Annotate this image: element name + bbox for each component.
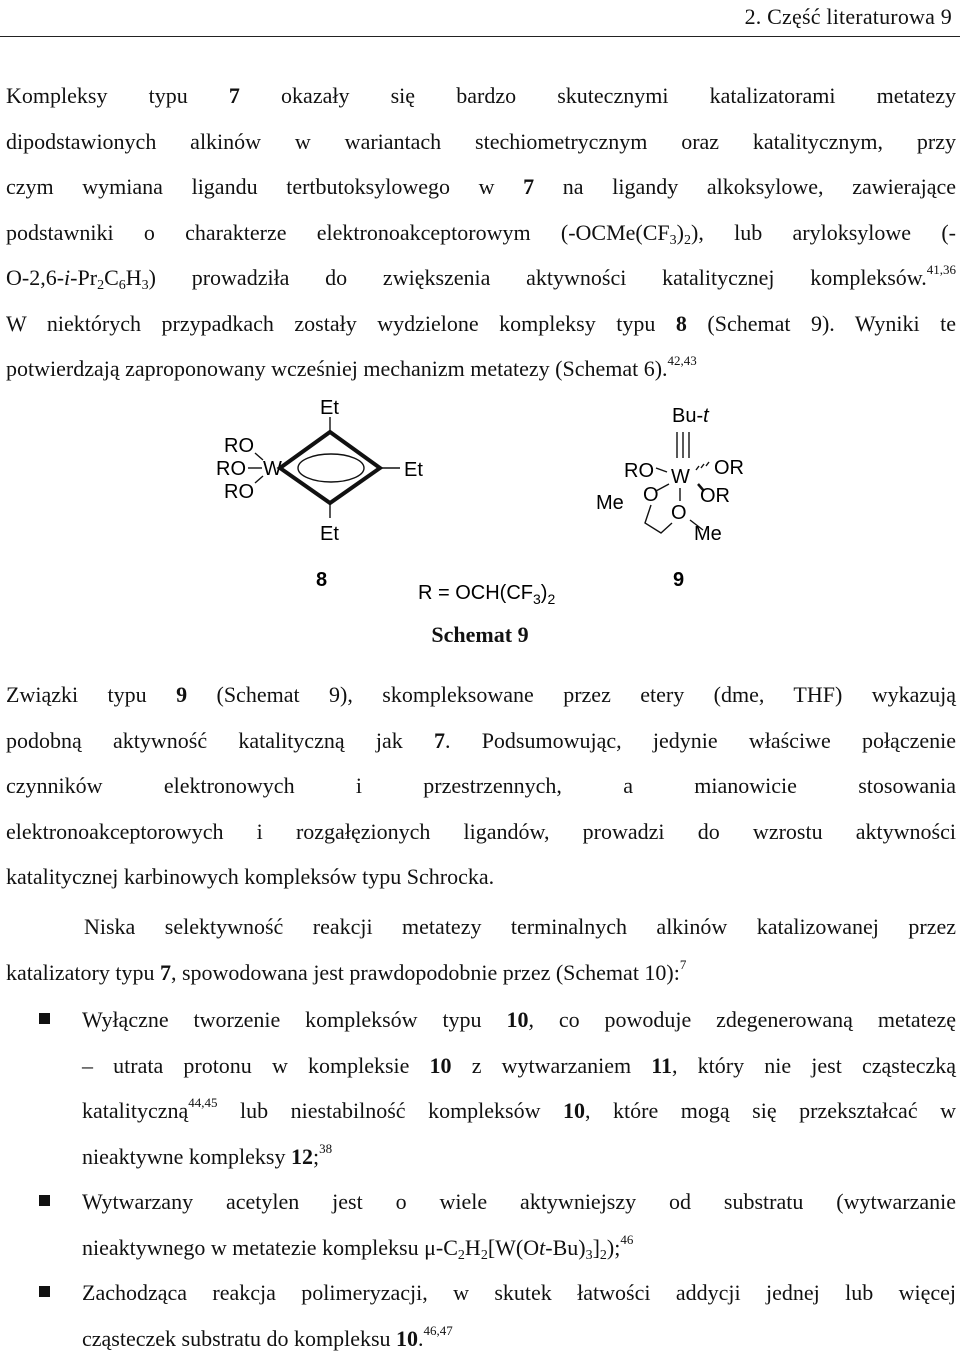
text-line: cząsteczek substratu do kompleksu 10.$^{46,47}$ <box>82 1322 453 1351</box>
bullet-item <box>6 1179 956 1270</box>
tungsten-label: W <box>263 458 282 480</box>
methyl-label: Me <box>694 523 722 545</box>
bullet-list <box>6 997 956 1361</box>
text-line: czynników elektronowych i przestrzennych, a mianowicie stosowania <box>6 773 956 798</box>
or-label: OR <box>714 457 744 479</box>
scheme-caption: Schemat 9 <box>431 622 529 647</box>
page-header <box>0 0 960 37</box>
text-line: dipodstawionych alkinów w wariantach stechiometrycznym oraz katalitycznym, przy <box>6 128 956 154</box>
bullet-square-icon <box>39 1013 50 1024</box>
text-line: katalitycznej karbinowych kompleksów typu Schrocka. <box>6 864 495 889</box>
oxygen-label: O <box>671 502 687 524</box>
text-line: podstawniki o charakterze elektronoakceptorowym $(-OCMe(CF_3)_2)$, lub aryloksylowe (- <box>6 219 956 248</box>
text-line: $O-2,6-i-Pr_2C_6H_3$) prowadziła do zwiększenia aktywności katalitycznej kompleksów.$^{41,36}$ <box>6 262 956 293</box>
ethyl-label: Et <box>404 459 423 481</box>
ro-label: RO <box>624 460 654 482</box>
tbutyl-label: Bu- <box>672 405 704 427</box>
text-line: Niska selektywność reakcji metatezy terminalnych alkinów katalizowanej przez <box>84 914 956 939</box>
text-line: katalizatory typu 7, spowodowana jest prawdopodobnie przez (Schemat 10):$^7$ <box>6 956 687 985</box>
text-line: W niektórych przypadkach zostały wydzielone kompleksy typu 8 (Schemat 9). Wyniki te <box>6 310 956 336</box>
text-line: Zachodząca reakcja polimeryzacji, w skutek łatwości addycji jednej lub więcej <box>82 1280 956 1305</box>
bullet-square-icon <box>39 1195 50 1206</box>
text-line: nieaktywne kompleksy 12;$^{38}$ <box>82 1140 333 1169</box>
text-line: Wyłączne tworzenie kompleksów typu 10, co powoduje zdegenerowaną metatezę <box>82 1007 956 1032</box>
r-definition <box>418 582 555 607</box>
text-line: potwierdzają zaproponowany wcześniej mechanizm metatezy (Schemat 6).$^{42,43}$ <box>6 353 697 381</box>
bullet-item <box>6 1270 956 1361</box>
tungsten-label: W <box>671 466 690 488</box>
svg-text:R = OCH(CF3)2: $R = OCH(CF_3)_2$ <box>418 582 556 607</box>
compound-label-9: 9 <box>673 569 685 591</box>
text-line: nieaktywnego w metatezie kompleksu $\mu-C_2H_2[W(Ot-Bu)_3]_2);^{46}$ <box>82 1231 634 1263</box>
bullet-item <box>6 997 956 1179</box>
text-line: elektronoakceptorowych i rozgałęzionych ligandów, prowadzi do wzrostu aktywności <box>6 818 956 844</box>
ro-label: RO <box>216 458 246 480</box>
text-line: Wytwarzany acetylen jest o wiele aktywniejszy od substratu (wytwarzanie <box>82 1189 956 1214</box>
text-line: katalityczną$^{44,45}$ lub niestabilność kompleksów 10, które mogą się przekształcać w <box>82 1095 956 1123</box>
text-line: – utrata protonu w kompleksie 10 z wytwarzaniem 11, który nie jest cząsteczką <box>82 1052 956 1078</box>
text-line: podobną aktywność katalityczną jak 7. Podsumowując, jedynie właściwe połączenie <box>6 727 956 753</box>
ro-label: RO <box>224 435 254 457</box>
or-label: OR <box>700 485 730 507</box>
svg-text:Bu-t: Bu-t <box>672 405 709 427</box>
ethyl-label: Et <box>320 397 339 419</box>
text-line: Kompleksy typu 7 okazały się bardzo skutecznymi katalizatorami metatezy <box>6 83 956 108</box>
paragraph-2 <box>6 672 956 900</box>
compound-9 <box>596 405 744 591</box>
text-line: czym wymiana ligandu tertbutoksylowego w 7 na ligandy alkoksylowe, zawierające <box>6 174 956 199</box>
oxygen-label: O <box>643 484 659 506</box>
header-title: 2. Część literaturowa 9 <box>744 4 952 29</box>
compound-label-8: 8 <box>316 569 328 591</box>
r-def-text: R = OCH(CF <box>418 582 533 604</box>
ro-label: RO <box>224 481 254 503</box>
text-line: Związki typu 9 (Schemat 9), skompleksowane przez etery (dme, THF) wykazują <box>6 682 956 707</box>
compound-8 <box>216 397 423 591</box>
paragraph-3 <box>6 904 956 995</box>
bullet-square-icon <box>39 1286 50 1297</box>
methyl-label: Me <box>596 492 624 514</box>
ethyl-label: Et <box>320 523 339 545</box>
paragraph-1 <box>6 73 956 392</box>
